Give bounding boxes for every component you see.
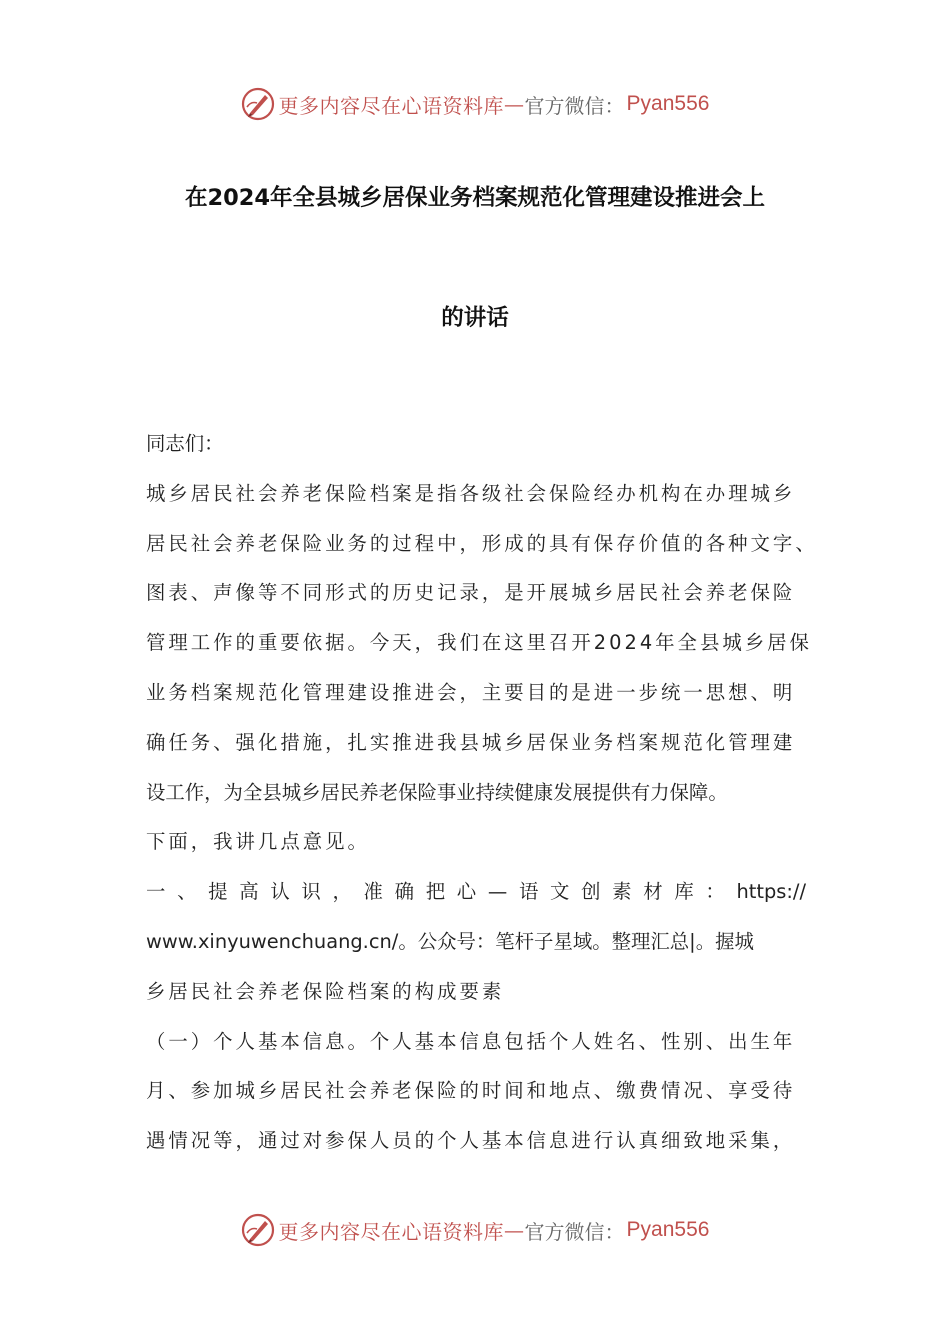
paragraph-line: 下面，我讲几点意见。 [146,830,370,854]
paragraph-line: 管理工作的重要依据。今天，我们在这里召开2024年全县城乡居保 [146,631,812,655]
heading-char: 心 [456,880,477,904]
section-heading-line-1 [146,867,806,917]
heading-char: 一 [146,880,166,904]
paragraph-line: 设工作，为全县城乡居民养老保险事业持续健康发展提供有力保障。 [146,780,728,804]
banner-dash: — [504,1218,525,1242]
heading-char: 把 [425,880,446,904]
paragraph-line: 遇情况等，通过对参保人员的个人基本信息进行认真细致地采集， [146,1129,796,1153]
header-watermark [0,84,950,124]
heading-char: 创 [581,880,601,904]
heading-char: 素 [612,880,632,904]
banner-text: 更多内容尽在心语资料库 [278,1219,505,1244]
section-heading-line-2: www.xinyuwenchuang.cn/。公众号：笔杆子星域。整理汇总|。握城 [146,929,754,953]
heading-char: 文 [550,880,570,904]
greeting: 同志们： [146,432,224,455]
document-title-line-2: 的讲话 [441,305,509,331]
paragraph-line: 居民社会养老保险业务的过程中，形成的具有保存价值的各种文字、 [146,531,818,555]
heading-char: 语 [518,880,539,904]
banner-official-label: 官方微信： [524,93,625,118]
paragraph-line: 确任务、强化措施，扎实推进我县城乡居保业务档案规范化管理建 [146,730,796,754]
heading-char: 识 [301,880,321,904]
heading-char: — [487,880,508,904]
banner-dash: — [504,92,525,116]
banner-wechat-id: Pyan556 [626,1218,710,1241]
heading-char: 、 [177,880,197,904]
paragraph-line: 图表、声像等不同形式的历史记录，是开展城乡居民社会养老保险 [146,581,796,605]
section-heading-line-3: 乡居民社会养老保险档案的构成要素 [146,979,505,1003]
paragraph-line: 城乡居民社会养老保险档案是指各级社会保险经办机构在办理城乡 [146,481,796,505]
heading-char: 认 [270,880,290,904]
paragraph-line: （一）个人基本信息。个人基本信息包括个人姓名、性别、出生年 [146,1029,796,1053]
banner-wechat-id: Pyan556 [626,92,710,115]
paragraph-line: 月、参加城乡居民社会养老保险的时间和地点、缴费情况、享受待 [146,1079,796,1103]
heading-char: 准 [363,880,383,904]
pen-logo-icon [241,1213,275,1247]
heading-char: 材 [643,880,663,904]
document-title-line-1: 在2024年全县城乡居保业务档案规范化管理建设推进会上 [184,185,766,211]
banner-text: 更多内容尽在心语资料库 [278,93,505,118]
heading-char: 确 [394,880,415,904]
banner-official-label: 官方微信： [524,1219,625,1244]
heading-url-prefix[interactable]: https:// [736,880,806,904]
pen-logo-icon [241,87,275,121]
heading-char: 高 [239,880,259,904]
heading-char: ： [705,880,725,904]
heading-char: ， [332,880,352,904]
paragraph-line: 业务档案规范化管理建设推进会，主要目的是进一步统一思想、明 [146,680,796,704]
heading-char: 提 [208,880,228,904]
footer-watermark [0,1210,950,1250]
heading-char: 库 [674,880,694,904]
document-body [146,419,818,1166]
